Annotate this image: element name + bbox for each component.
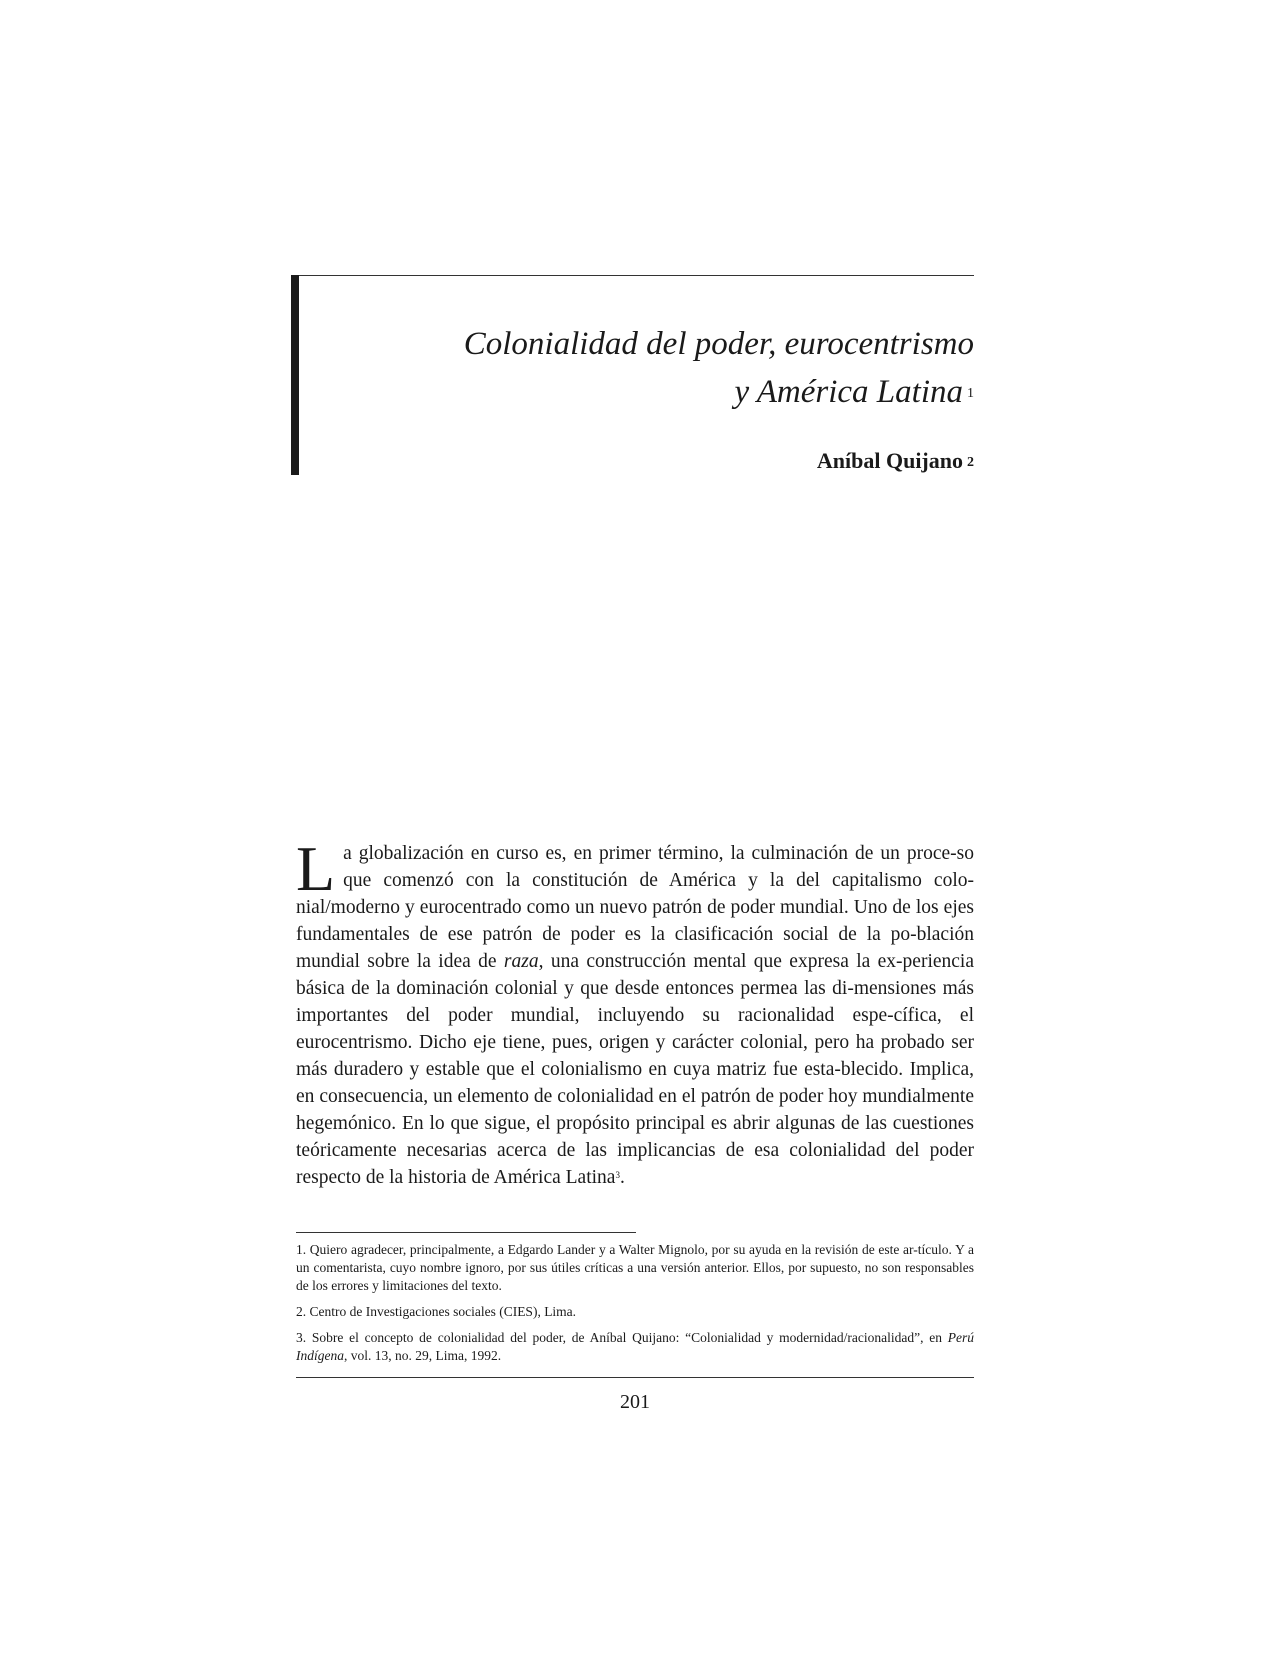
footnote-1: 1. Quiero agradecer, principalmente, a Edgardo Lander y a Walter Mignolo, por su ayuda en la revisión de este ar-tículo. Y a un comentarista, cuyo nombre ignoro, por sus útiles críticas a una versión anterior. Ellos, por supuesto, no son responsables de los errores y limitaciones del texto.	[296, 1242, 974, 1293]
page-bottom-rule	[296, 1377, 974, 1378]
footnote-3-italic: Perú Indígena	[296, 1330, 974, 1363]
body-text-italic: raza	[503, 951, 539, 972]
author-footnote-ref[interactable]: 2	[967, 455, 974, 470]
title-line-2-text: y América Latina	[734, 374, 963, 410]
footnote-3	[296, 1329, 974, 1365]
title-footnote-ref[interactable]: 1	[967, 386, 974, 401]
body-footnote-ref[interactable]: 3	[615, 1170, 620, 1180]
title-side-bar	[291, 275, 299, 475]
body-text-end: .	[619, 1167, 625, 1188]
author-name-text: Aníbal Quijano	[816, 448, 963, 473]
footnote-3-text-2: , vol. 13, no. 29, Lima, 1992.	[344, 1348, 502, 1363]
body-text-part-1: a globalización en curso es, en primer término, la culminación de un proce-so que comenzó con la constitución de América y la del capitalismo colo-nial/moderno y eurocentrado como un nuevo patrón de poder mundial. Uno de los ejes fundamentales de ese patrón de poder es la clasificación social de la po-blación mundial sobre la idea de	[296, 843, 974, 972]
footnotes	[296, 1241, 974, 1373]
title-top-rule	[292, 275, 974, 276]
drop-cap: L	[296, 833, 336, 904]
body-text-part-2: , una construcción mental que expresa la ex-periencia básica de la dominación colonial y que desde entonces permea las di-mensiones más importantes del poder mundial, incluyendo su racionalidad espe-cífica, el eurocentrismo. Dicho eje tiene, pues, origen y carácter colonial, pero ha probado ser más duradero y estable que el colonialismo en cuya matriz fue esta-blecido. Implica, en consecuencia, un elemento de colonialidad en el patrón de poder hoy mundialmente hegemónico. En lo que sigue, el propósito principal es abrir algunas de las cuestiones teóricamente necesarias acerca de las implicancias de esa colonialidad del poder respecto de la historia de América Latina	[296, 951, 974, 1188]
author-name	[474, 446, 974, 476]
page-number: 201	[620, 1391, 650, 1413]
footnote-3-text-1: 3. Sobre el concepto de colonialidad del poder, de Aníbal Quijano: “Colonialidad y modernidad/racionalidad”, en	[296, 1330, 948, 1345]
title-line-1: Colonialidad del poder, eurocentrismo	[463, 326, 974, 362]
article-title	[334, 320, 974, 416]
body-paragraph	[296, 833, 974, 1191]
footnote-2: 2. Centro de Investigaciones sociales (CIES), Lima.	[296, 1304, 577, 1319]
footnote-separator	[296, 1232, 636, 1233]
title-line-2	[334, 368, 974, 416]
